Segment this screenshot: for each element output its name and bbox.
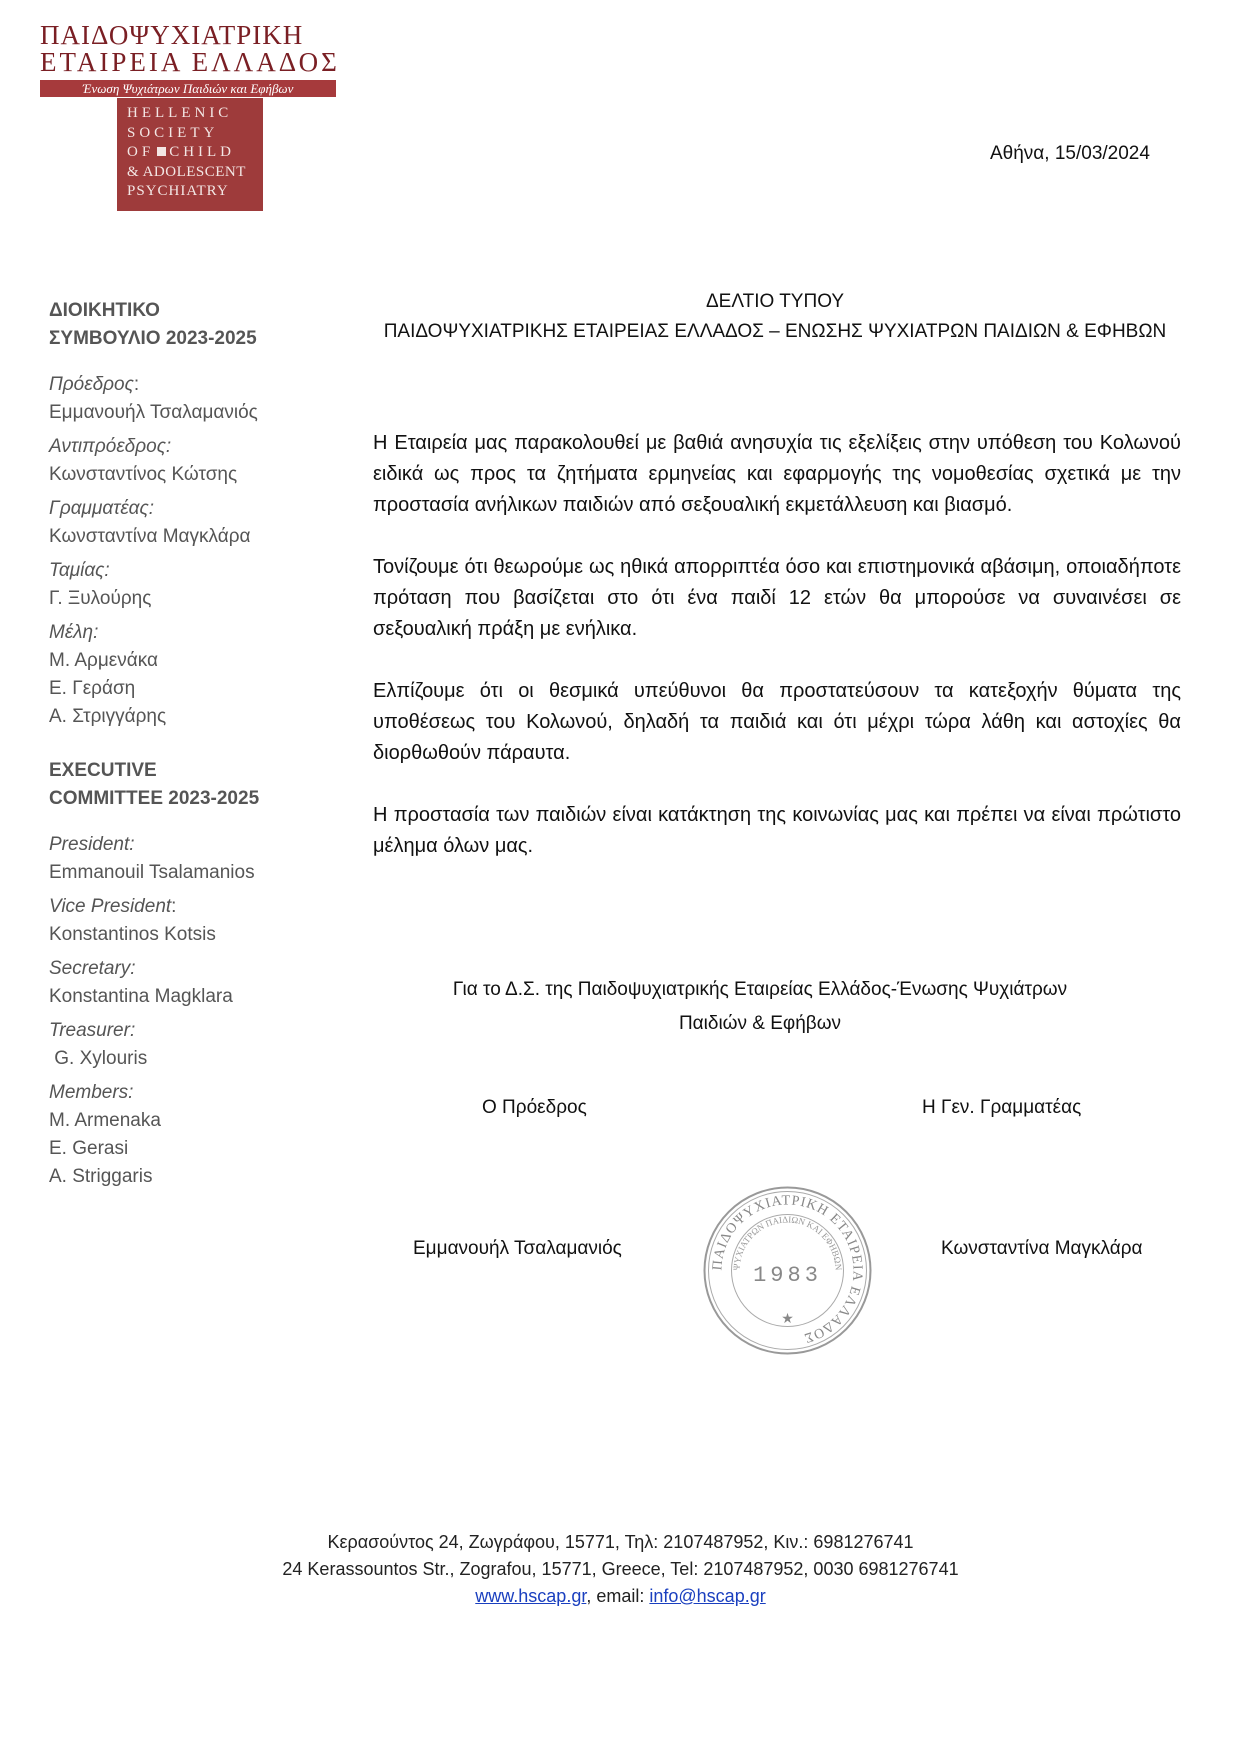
board-member-name: Konstantinos Kotsis bbox=[49, 924, 216, 945]
star-icon: ★ bbox=[781, 1310, 794, 1326]
stamp-year: 1983 bbox=[753, 1263, 822, 1288]
logo-en-line: HELLENIC bbox=[127, 105, 233, 121]
board-member-name: Konstantina Magklara bbox=[49, 986, 233, 1007]
en-board-heading: EXECUTIVE bbox=[49, 760, 157, 781]
board-role: Αντιπρόεδρος: bbox=[49, 436, 172, 457]
board-member-name: Γ. Ξυλούρης bbox=[49, 588, 152, 609]
press-release-subtitle: ΠΑΙΔΟΨΥΧΙΑΤΡΙΚΗΣ ΕΤΑΙΡΕΙΑΣ ΕΛΛΑΔΟΣ – ΕΝΩΣΗΣ ΨΥΧΙΑΤΡΩΝ ΠΑΙΔΙΩΝ & ΕΦΗΒΩΝ bbox=[383, 321, 1167, 342]
board-sidebar bbox=[49, 297, 319, 1191]
email-link[interactable]: info@hscap.gr bbox=[649, 1586, 766, 1606]
press-release-title: ΔΕΛΤΙΟ ΤΥΠΟΥ bbox=[705, 291, 845, 312]
board-role: Γραμματέας: bbox=[49, 498, 155, 519]
greek-logo bbox=[40, 22, 340, 97]
square-icon bbox=[157, 147, 166, 156]
press-release-body bbox=[373, 428, 1181, 893]
board-member-name: Ε. Γεράση bbox=[49, 678, 136, 699]
logo-en-line: OF CHILD bbox=[127, 144, 236, 160]
board-member-name: Α. Στριγγάρης bbox=[49, 706, 167, 727]
board-member-name: Μ. Αρμενάκα bbox=[49, 650, 158, 671]
gr-board-heading: ΔΙΟΙΚΗΤΙΚΟ bbox=[49, 300, 160, 321]
footer-address-en: 24 Kerassountos Str., Zografou, 15771, Greece, Tel: 2107487952, 0030 6981276741 bbox=[282, 1559, 959, 1579]
secretary-name: Κωνσταντίνα Μαγκλάρα bbox=[941, 1238, 1143, 1259]
board-member-name: G. Xylouris bbox=[49, 1048, 148, 1069]
board-member-name: Κωνσταντίνα Μαγκλάρα bbox=[49, 526, 251, 547]
board-member-name: A. Striggaris bbox=[49, 1166, 153, 1187]
board-role: Πρόεδρος: bbox=[49, 374, 140, 395]
website-link[interactable]: www.hscap.gr bbox=[475, 1586, 587, 1606]
footer bbox=[0, 1529, 1241, 1610]
board-role: Μέλη: bbox=[49, 622, 99, 643]
body-paragraph: Ελπίζουμε ότι οι θεσμικά υπεύθυνοι θα προστατεύσουν τα κατεξοχήν θύματα της υποθέσεως του Κολωνού, δηλαδή τα παιδιά και ότι μέχρι τώρα λάθη και αστοχίες θα διορθωθούν πάραυτα. bbox=[373, 680, 1181, 764]
logo-en-line: SOCIETY bbox=[127, 124, 219, 141]
board-member-name: M. Armenaka bbox=[49, 1110, 161, 1131]
email-label: , email: bbox=[586, 1586, 650, 1606]
board-member-name: Emmanouil Tsalamanios bbox=[49, 862, 255, 883]
en-board-heading: COMMITTEE 2023-2025 bbox=[49, 788, 260, 809]
stamp-outer-text: ΠΑΙΔΟΨΥΧΙΑΤΡΙΚΗ ΕΤΑΙΡΕΙΑ ΕΛΛΑΔΟΣ bbox=[710, 1193, 865, 1346]
stamp-inner-text: ΨΥΧΙΑΤΡΩΝ ΠΑΙΔΙΩΝ ΚΑΙ ΕΦΗΒΩΝ bbox=[731, 1214, 844, 1271]
logo-greek-line1: ΠΑΙΔΟΨΥΧΙΑΤΡΙΚΗ bbox=[40, 20, 304, 50]
press-release-heading bbox=[380, 287, 1170, 347]
president-name: Εμμανουήλ Τσαλαμανιός bbox=[413, 1238, 622, 1259]
body-paragraph: Η προστασία των παιδιών είναι κατάκτηση της κοινωνίας μας και πρέπει να είναι πρώτιστο μέλημα όλων μας. bbox=[373, 804, 1181, 857]
logo-en-line: & ADOLESCENT bbox=[127, 163, 246, 180]
board-role: Members: bbox=[49, 1082, 134, 1103]
body-paragraph: Τονίζουμε ότι θεωρούμε ως ηθικά απορριπτέα όσο και επιστημονικά αβάσιμη, οποιαδήποτε πρόταση που βασίζεται στο ότι ένα παιδί 12 ετών θα μπορούσε να συναινέσει σε σεξουαλική πράξη με ενήλικα. bbox=[373, 556, 1181, 640]
society-stamp bbox=[700, 1183, 875, 1358]
logo-greek-line2: ΕΤΑΙΡΕΙΑ ΕΛΛΑΔΟΣ bbox=[40, 47, 340, 77]
board-role: Treasurer: bbox=[49, 1020, 136, 1041]
logo-en-line: PSYCHIATRY bbox=[127, 183, 229, 199]
board-member-name: Εμμανουήλ Τσαλαμανιός bbox=[49, 402, 258, 423]
logo-greek-band: Ένωση Ψυχιάτρων Παιδιών και Εφήβων bbox=[40, 80, 336, 97]
footer-address-gr: Κερασούντος 24, Ζωγράφου, 15771, Τηλ: 2107487952, Κιν.: 6981276741 bbox=[327, 1532, 914, 1552]
on-behalf-of: Για το Δ.Σ. της Παιδοψυχιατρικής Εταιρείας Ελλάδος-Ένωσης Ψυχιάτρων Παιδιών & Εφήβων bbox=[452, 979, 1068, 1034]
gr-board-heading: ΣΥΜΒΟΥΛΙΟ 2023-2025 bbox=[49, 328, 257, 349]
board-member-name: Κωνσταντίνος Κώτσης bbox=[49, 464, 238, 485]
president-title: Ο Πρόεδρος bbox=[482, 1097, 587, 1118]
secretary-title: Η Γεν. Γραμματέας bbox=[922, 1097, 1082, 1118]
board-role: Ταμίας: bbox=[49, 560, 110, 581]
board-member-name: E. Gerasi bbox=[49, 1138, 129, 1159]
board-role: Vice President: bbox=[49, 896, 177, 917]
body-paragraph: Η Εταιρεία μας παρακολουθεί με βαθιά ανησυχία τις εξελίξεις στην υπόθεση του Κολωνού ειδικά ως προς τα ζητήματα ερμηνείας και εφαρμογής της νομοθεσίας σχετικά με την προστασία ανήλικων παιδιών από σεξουαλική εκμετάλλευση και βιασμό. bbox=[373, 432, 1181, 516]
board-role: President: bbox=[49, 834, 135, 855]
english-logo bbox=[117, 98, 263, 211]
board-role: Secretary: bbox=[49, 958, 136, 979]
document-date: Αθήνα, 15/03/2024 bbox=[990, 143, 1150, 164]
